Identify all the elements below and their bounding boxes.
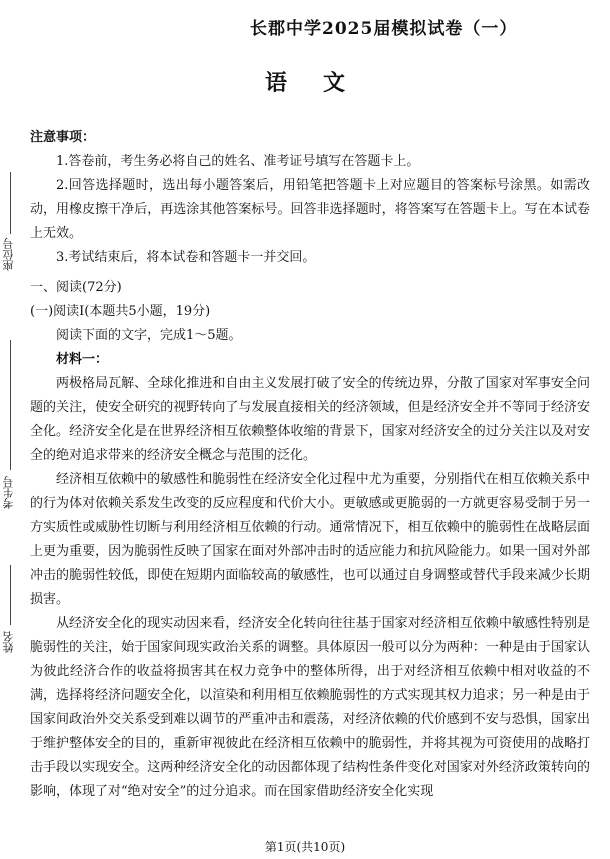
material-label: 材料一： bbox=[56, 352, 109, 367]
section-title: 一、阅读(72分) bbox=[30, 280, 122, 295]
exam-number-field bbox=[0, 340, 22, 520]
name-label: 姓名 bbox=[2, 631, 15, 653]
subsection-title: (一)阅读Ⅰ(本题共5小题，19分) bbox=[30, 304, 211, 319]
name-field bbox=[0, 565, 22, 675]
exam-body bbox=[30, 126, 590, 804]
exam-number-label: 考生号 bbox=[2, 476, 15, 509]
exam-number-line bbox=[10, 340, 11, 470]
passage-paragraph: 从经济安全化的现实动因来看，经济安全化转向往往基于国家对经济相互依赖中敏感性特别是脆弱性的关注，始于国家间现实政治关系的调整。具体原因一般可以分为两种：一种是由于国家认为彼此经济合作的收益将损害其在权力竞争中的整体所得，出于对经济相互依赖中相对收益的不满，选择将经济问题安全化，以渲染和利用相互依赖脆弱性的方式实现其权力追求；另一种是由于国家间政治外交关系受到难以调节的严重冲击和震荡，对经济依赖的代价感到不安与恐惧，国家出于维护整体安全的目的，重新审视彼此在经济相互依赖中的脆弱性，并将其视为可资使用的战略打击手段以实现安全。这两种经济安全化的动因都体现了结构性条件变化对国家对外经济政策转向的影响，体现了对“绝对安全”的过分追求。而在国家借助经济安全化实现 bbox=[30, 616, 590, 799]
notice-item: 1.答卷前，考生务必将自己的姓名、准考证号填写在答题卡上。 bbox=[56, 154, 420, 169]
name-line bbox=[10, 565, 11, 625]
subject-title: 语文 bbox=[264, 70, 381, 96]
reading-instruction: 阅读下面的文字，完成1～5题。 bbox=[56, 328, 242, 343]
notice-item: 3.考试结束后，将本试卷和答题卡一并交回。 bbox=[56, 250, 316, 265]
passage-paragraph: 两极格局瓦解、全球化推进和自由主义发展打破了安全的传统边界，分散了国家对军事安全问题的关注，使安全研究的视野转向了与发展直接相关的经济领域，但是经济安全并不等同于经济安全化。经济安全化是在世界经济相互依赖整体收缩的背景下，国家对经济安全的过分关注以及对安全的绝对追求带来的经济安全概念与范围的泛化。 bbox=[30, 376, 590, 463]
exam-title: 长郡中学2025届模拟试卷（一） bbox=[250, 19, 518, 39]
notice-heading: 注意事项： bbox=[30, 130, 96, 145]
seat-number-label: 座位号 bbox=[2, 238, 15, 271]
notice-item: 2.回答选择题时，选出每小题答案后，用铅笔把答题卡上对应题目的答案标号涂黑。如需改动，用橡皮擦干净后，再选涂其他答案标号。回答非选择题时，将答案写在答题卡上。写在本试卷上无效。 bbox=[30, 178, 590, 241]
passage-paragraph: 经济相互依赖中的敏感性和脆弱性在经济安全化过程中尤为重要，分别指代在相互依赖关系中的行为体对依赖关系发生改变的反应程度和代价大小。更敏感或更脆弱的一方就更容易受制于另一方实质性或威胁性切断与利用经济相互依赖的行动。通常情况下，相互依赖中的脆弱性在战略层面上更为重要，因为脆弱性反映了国家在面对外部冲击时的适应能力和抗风险能力。如果一国对外部冲击的脆弱性较低，即使在短期内面临较高的敏感性，也可以通过自身调整或替代手段来减少长期损害。 bbox=[30, 472, 590, 607]
seat-number-field bbox=[0, 172, 22, 282]
page-footer: 第1页(共10页) bbox=[264, 840, 346, 854]
seat-number-line bbox=[10, 172, 11, 234]
